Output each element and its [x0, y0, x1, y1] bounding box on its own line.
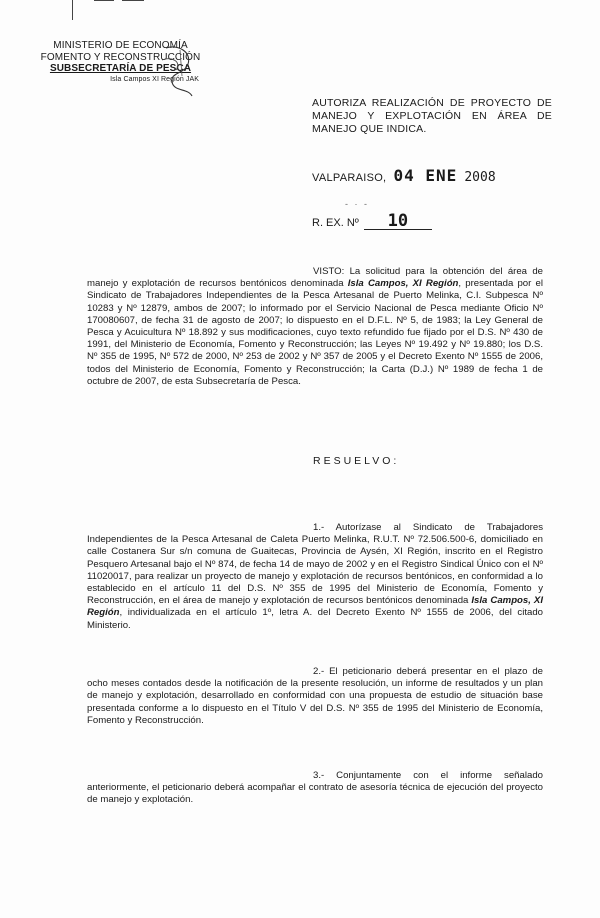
- resolution-number: [312, 213, 432, 230]
- letterhead-ministry-sub: FOMENTO Y RECONSTRUCCIÓN: [40, 51, 201, 63]
- resolution-label: R. EX. Nº: [312, 217, 359, 229]
- visto-rest: , presentada por el Sindicato de Trabajadores Independientes de la Pesca Artesanal de Puerto Melinka, C.I. Subpesca Nº 10283 y Nº 12879, ambos de 2007; lo informado por el Servicio Nacional de Pesca mediante Oficio Nº 170080607, de fecha 31 de agosto de 2007; lo dispuesto en el D.F.L. Nº 5, de 1983; la Ley General de Pesca y Acuicultura Nº 18.892 y sus modificaciones, cuyo texto refundido fue fijado por el D.S. Nº 430 de 1991, del Ministerio de Economía, Fomento y Reconstrucción; las Leyes Nº 19.492 y Nº 19.880; los D.S. Nº 355 de 1995, Nº 572 de 2000, Nº 253 de 2002 y Nº 357 de 2005 y el Decreto Exento Nº 1555 de 2006, todos del Ministerio de Economía, Fomento y Reconstrucción; la Carta (D.J.) Nº 1989 de fecha 1 de octubre de 2007, de esta Subsecretaría de Pesca.: [87, 278, 543, 387]
- resuelvo-heading: RESUELVO:: [313, 455, 400, 467]
- item-3-text: 3.- Conjuntamente con el informe señalado anteriormente, el peticionario deberá acompañar el contrato de asesoría técnica de ejecución del proyecto de manejo y explotación.: [87, 770, 543, 806]
- visto-area-name: Isla Campos, XI Región: [347, 278, 459, 290]
- scan-artifact: [72, 0, 73, 20]
- item-2-text: 2.- El peticionario deberá presentar en el plazo de ocho meses contados desde la notificación de la presente resolución, un informe de resultados y un plan de manejo y explotación, desarrollado en conformidad con una propuesta de estudio de situación base presentada conforme a lo dispuesto en el Título V del D.S. Nº 355 de 1995 del Ministerio de Economía, Fomento y Reconstrucción.: [87, 666, 543, 726]
- letterhead-ministry: MINISTERIO DE ECONOMÍA: [53, 40, 188, 51]
- signature-stamp: [158, 42, 200, 102]
- letterhead-reference: Isla Campos XI Región JAK: [110, 75, 199, 83]
- scan-artifact: [94, 0, 114, 1]
- date-year: 2008: [464, 170, 496, 185]
- scan-artifact: - · -: [345, 199, 369, 209]
- resolution-item-1: [87, 522, 543, 632]
- city: VALPARAISO,: [312, 172, 387, 184]
- item-1-rest: , individualizada en el artículo 1º, letra A. del Decreto Exento Nº 1555 de 2006, del citado Ministerio.: [87, 607, 543, 631]
- place-date: [312, 166, 496, 185]
- document-subject: AUTORIZA REALIZACIÓN DE PROYECTO DE MANEJO Y EXPLOTACIÓN EN ÁREA DE MANEJO QUE INDICA.: [312, 97, 552, 135]
- letterhead-subsecretary: SUBSECRETARÍA DE PESCA: [49, 63, 192, 74]
- resolution-item-2: [87, 666, 543, 727]
- visto-lead: VISTO: La solicitud para la obtención del área de manejo y explotación de recursos bentónicos denominada: [87, 266, 543, 290]
- visto-paragraph: [87, 266, 543, 388]
- scan-artifact: [122, 0, 144, 1]
- date-stamp: 04 ENE: [393, 166, 458, 185]
- resolution-value: 10: [364, 213, 432, 230]
- item-1-area-name: Isla Campos, XI Región: [87, 595, 543, 619]
- item-1-lead: 1.- Autorízase al Sindicato de Trabajadores Independientes de la Pesca Artesanal de Caleta Puerto Melinka, R.U.T. Nº 72.506.500-6, domiciliado en calle Costanera Sur s/n comuna de Guaitecas, Provincia de Aysén, XI Región, inscrito en el Registro Pesquero Artesanal bajo el Nº 874, de fecha 14 de mayo de 2002 y en el Registro Sindical Único con el Nº 11020017, para realizar un proyecto de manejo y explotación de recursos bentónicos, en conformidad a lo establecido en el artículo 11 del D.S. Nº 355 de 1995 del Ministerio de Economía, Fomento y Reconstrucción, en el área de manejo y explotación de recursos bentónicos denominada: [87, 522, 543, 607]
- resolution-item-3: [87, 770, 543, 807]
